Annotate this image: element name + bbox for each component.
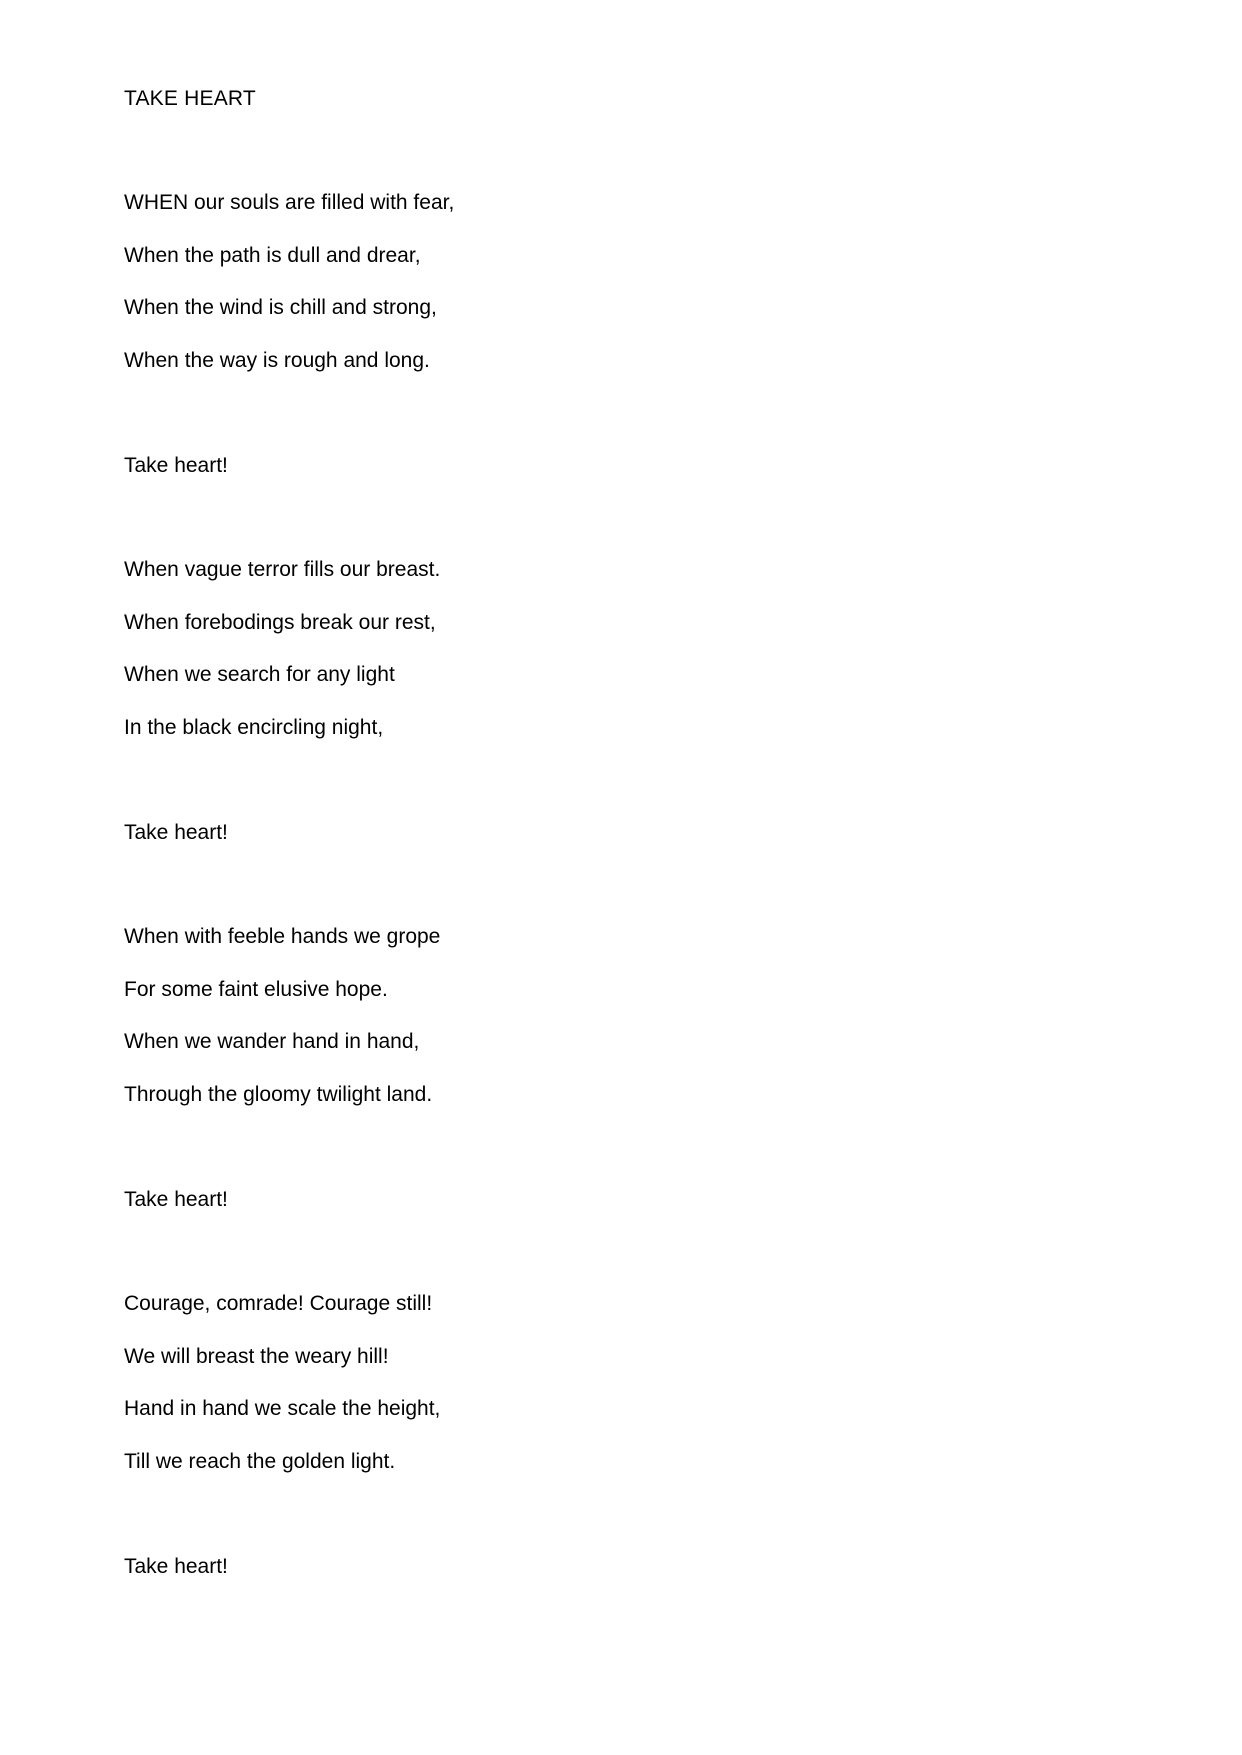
poem-line: When the way is rough and long.	[124, 348, 430, 372]
poem-line: Courage, comrade! Courage still!	[124, 1292, 433, 1315]
poem-line: Through the gloomy twilight land.	[124, 1082, 433, 1106]
stanza	[124, 1291, 440, 1501]
refrain-line: Take heart!	[124, 1188, 228, 1211]
stanza	[124, 190, 454, 400]
poem-line: When the wind is chill and strong,	[124, 296, 437, 319]
poem-line: For some faint elusive hope.	[124, 977, 388, 1001]
stanza	[124, 924, 440, 1134]
poem-line: When forebodings break our rest,	[124, 610, 436, 634]
refrain-line: Take heart!	[124, 1555, 228, 1578]
poem-line: When we wander hand in hand,	[124, 1030, 420, 1053]
poem-line: When the path is dull and drear,	[124, 243, 421, 267]
poem-line: In the black encircling night,	[124, 715, 384, 739]
poem-line: WHEN our souls are filled with fear,	[124, 191, 455, 214]
poem-line: When vague terror fills our breast.	[124, 558, 441, 581]
stanza	[124, 557, 440, 767]
poem-line: When with feeble hands we grope	[124, 925, 441, 948]
refrain-line: Take heart!	[124, 454, 228, 477]
poem-line: When we search for any light	[124, 663, 395, 686]
poem-title: TAKE HEART	[124, 87, 256, 110]
refrain-line: Take heart!	[124, 821, 228, 844]
poem-line: We will breast the weary hill!	[124, 1344, 389, 1368]
poem-line: Till we reach the golden light.	[124, 1449, 396, 1473]
poem-line: Hand in hand we scale the height,	[124, 1397, 441, 1420]
